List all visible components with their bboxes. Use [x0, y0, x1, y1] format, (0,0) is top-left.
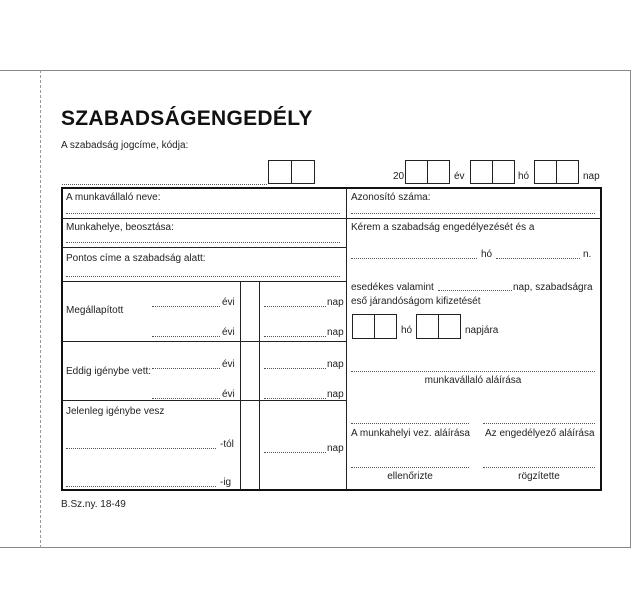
manager-signature-field[interactable] [351, 423, 469, 424]
year-suffix: évi [222, 327, 235, 338]
pay-month-box-2[interactable] [374, 314, 397, 339]
year-suffix: évi [222, 297, 235, 308]
address-field[interactable] [66, 276, 340, 277]
year-prefix: 20 [393, 171, 405, 182]
inner-divider [259, 282, 260, 490]
current-days-field[interactable] [264, 452, 326, 453]
year-suffix: évi [222, 389, 235, 400]
due-tail: nap, szabadságra [513, 282, 593, 293]
approver-signature-field[interactable] [483, 423, 595, 424]
request-day-field[interactable] [496, 258, 580, 259]
month-box-2[interactable] [492, 160, 515, 184]
row-rule [62, 400, 346, 401]
year-box-2[interactable] [427, 160, 450, 184]
legal-title-label: A szabadság jogcíme, kódja: [61, 140, 189, 151]
row-rule [62, 218, 346, 219]
year-label: év [454, 171, 465, 182]
id-field[interactable] [351, 213, 595, 214]
row-rule [62, 247, 346, 248]
established-year-2-field[interactable] [152, 336, 220, 337]
inner-divider [240, 282, 241, 490]
day-suffix: nap [327, 359, 344, 370]
row-rule [62, 341, 346, 342]
used-label: Eddig igénybe vett: [66, 366, 152, 377]
employee-signature-label: munkavállaló aláírása [424, 375, 522, 386]
day-suffix: nap [327, 297, 344, 308]
used-days-1-field[interactable] [264, 368, 326, 369]
checked-label: ellenőrizte [387, 471, 433, 482]
employee-name-field[interactable] [66, 213, 340, 214]
manager-signature-label: A munkahelyi vez. aláírása [351, 428, 470, 439]
pay-day-box-1[interactable] [416, 314, 439, 339]
established-year-1-field[interactable] [152, 306, 220, 307]
request-label: Kérem a szabadság engedélyezését és a [351, 222, 535, 233]
day-box-1[interactable] [534, 160, 557, 184]
approver-signature-label: Az engedélyező aláírása [485, 428, 595, 439]
month-label: hó [518, 171, 530, 182]
year-box-1[interactable] [405, 160, 428, 184]
used-year-1-field[interactable] [152, 368, 220, 369]
current-to-field[interactable] [66, 486, 216, 487]
due-days-field[interactable] [438, 290, 512, 291]
established-label: Megállapított [66, 305, 124, 316]
address-label: Pontos címe a szabadság alatt: [66, 253, 206, 264]
request-month-label: hó [481, 249, 493, 260]
current-label: Jelenleg igénybe vesz [66, 406, 165, 417]
day-box-2[interactable] [556, 160, 579, 184]
used-days-2-field[interactable] [264, 398, 326, 399]
to-suffix: -ig [220, 477, 232, 488]
code-box-2[interactable] [291, 160, 315, 184]
row-rule [347, 218, 601, 219]
day-suffix: nap [327, 443, 344, 454]
id-label: Azonosító száma: [351, 192, 431, 203]
form-code: B.Sz.ny. 18-49 [61, 499, 126, 510]
current-from-field[interactable] [66, 448, 216, 449]
code-box-1[interactable] [268, 160, 292, 184]
month-box-1[interactable] [470, 160, 493, 184]
pay-month-label: hó [401, 325, 413, 336]
perforation-line [40, 70, 41, 548]
recorded-label: rögzítette [518, 471, 560, 482]
due-label: esedékes valamint [351, 282, 434, 293]
used-year-2-field[interactable] [152, 398, 220, 399]
pay-month-box-1[interactable] [352, 314, 375, 339]
pay-label: eső járandóságom kifizetését [351, 296, 481, 307]
established-days-1-field[interactable] [264, 306, 326, 307]
checked-field[interactable] [351, 467, 469, 468]
pay-day-box-2[interactable] [438, 314, 461, 339]
year-suffix: évi [222, 359, 235, 370]
column-divider [346, 188, 347, 490]
recorded-field[interactable] [483, 467, 595, 468]
row-rule [62, 281, 346, 282]
request-day-abbr: n. [583, 249, 592, 260]
legal-title-field[interactable] [62, 184, 267, 185]
workplace-label: Munkahelye, beosztása: [66, 222, 174, 233]
workplace-field[interactable] [66, 242, 340, 243]
employee-signature-field[interactable] [351, 371, 595, 372]
form-title: SZABADSÁGENGEDÉLY [61, 107, 313, 130]
request-date-field[interactable] [351, 258, 477, 259]
on-day-label: napjára [465, 325, 499, 336]
from-suffix: -tól [220, 439, 234, 450]
day-label: nap [583, 171, 600, 182]
established-days-2-field[interactable] [264, 336, 326, 337]
day-suffix: nap [327, 327, 344, 338]
employee-name-label: A munkavállaló neve: [66, 192, 161, 203]
day-suffix: nap [327, 389, 344, 400]
